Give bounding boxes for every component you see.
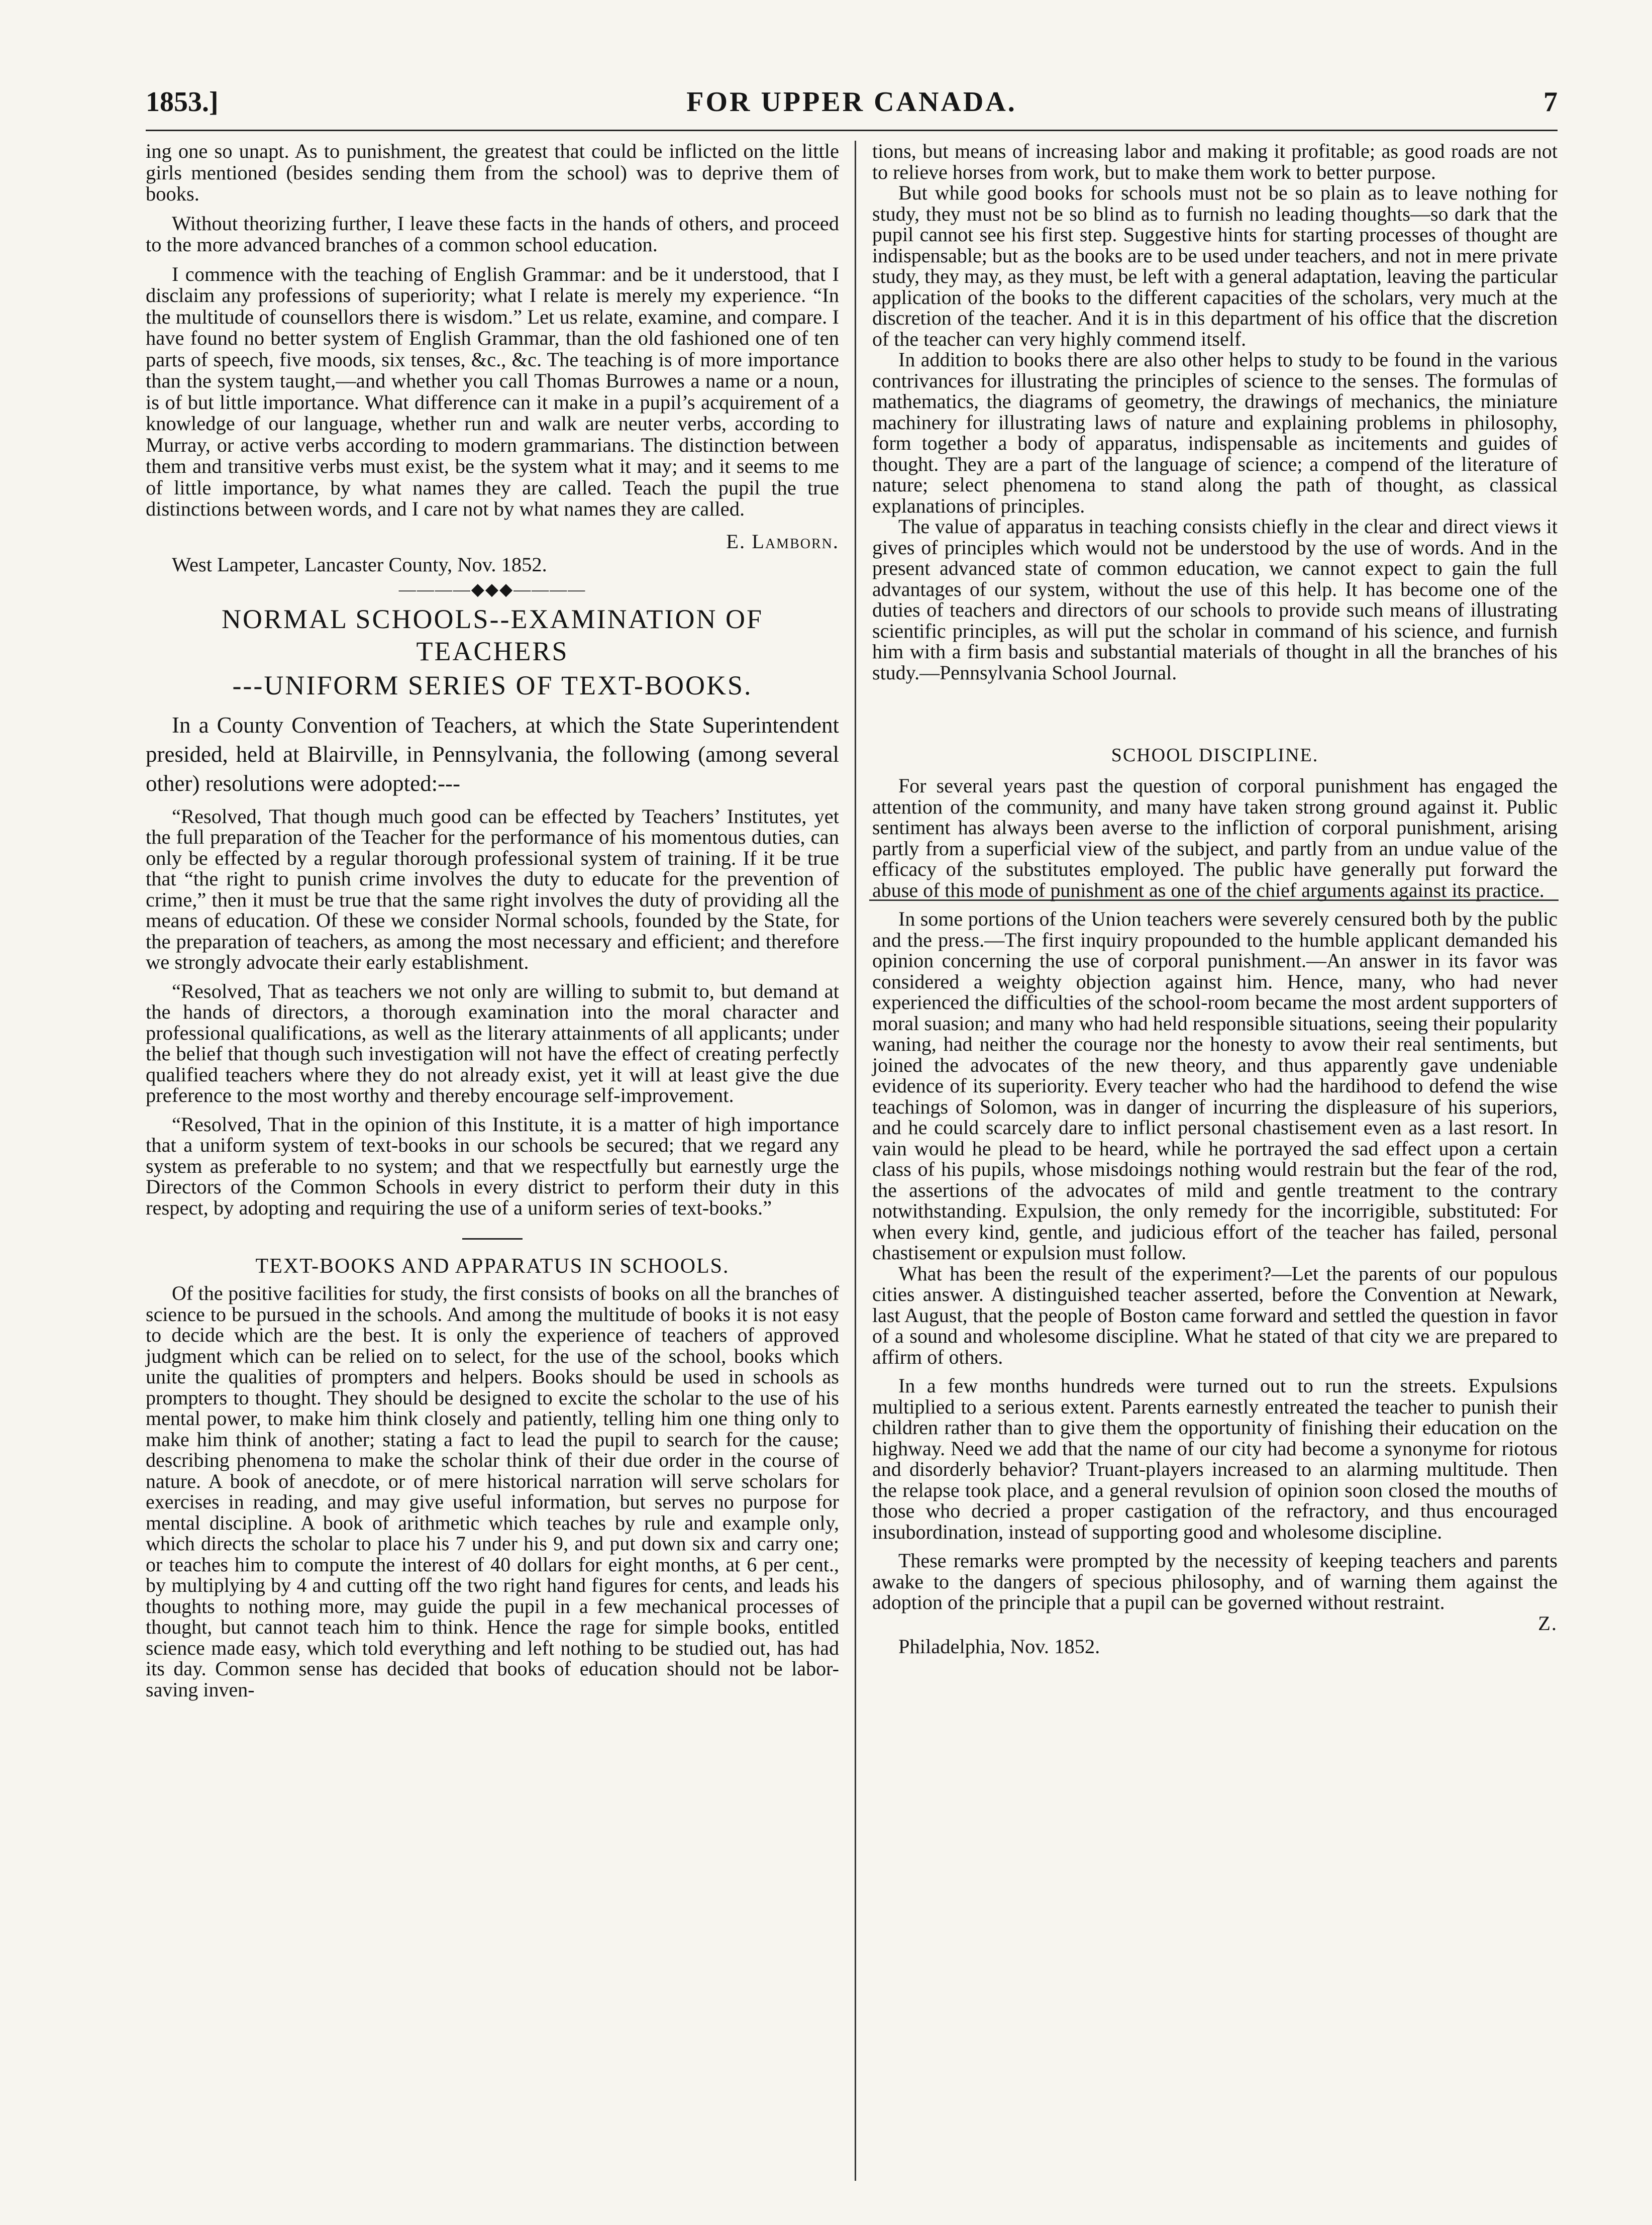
- resolution: “Resolved, That as teachers we not only are willing to submit to, but demand at the hands of directors, a thorough examination into the moral character and professional qualifications, as well as the literary attainments of all applicants; under the belief that though such investigation will not have the effect of creating perfectly qualified teachers where they do not already exist, yet it will at least give the due preference to the most worthy and thereby encourage self-improvement.: [146, 979, 839, 1106]
- left-column: [146, 141, 839, 1700]
- paragraph: In some portions of the Union teachers were severely censured both by the public and the press.—The first inquiry propounded to the humble applicant demanded his opinion concerning the use of corporal punishment.—An answer in its favor was considered a weighty objection against him. Hence, many, who had never experienced the difficulties of the school-room became the most ardent supporters of moral suasion; and many who had held responsible situations, seeing their popularity waning, had neither the courage nor the honesty to avow their real sentiments, but joined the advocates of the new theory, and thus apparently gave undeniable evidence of its superiority. Every teacher who had the hardihood to defend the wise teachings of Solomon, was in danger of incurring the displeasure of his superiors, and he could scarcely dare to inflict personal chastisement even as a last resort. In vain would he plead to be heard, while he portrayed the sad effect upon a certain class of his pupils, whose misdoings nothing would restrain but the fear of the rod, the assertions of the advocates of mild and gentle treatment to the contrary notwithstanding. Expulsion, the only remedy for the incorrigible, substituted: For when every kind, gentle, and judicious effort of the teacher has failed, personal chastisement or expulsion must follow.: [872, 907, 1558, 1264]
- right-column: [872, 141, 1558, 1658]
- paragraph: tions, but means of increasing labor and making it profitable; as good roads are not to relieve horses from work, but to make them work to better purpose.: [872, 140, 1558, 183]
- author-signature: Z.: [1538, 1611, 1558, 1635]
- dateline: Philadelphia, Nov. 1852.: [898, 1635, 1100, 1658]
- paragraph: For several years past the question of corporal punishment has engaged the attention of the community, and many have taken strong ground against it. Public sentiment has always been averse to the infliction of corporal punishment, arising partly from a superficial view of the subject, and partly from an undue value of the efficacy of the substitutes employed. The public have generally put forward the abuse of this mode of punishment as one of the chief arguments against its practice.: [872, 774, 1558, 901]
- paragraph: What has been the result of the experiment?—Let the parents of our populous cities answer. A distinguished teacher asserted, before the Convention at Newark, last August, that the people of Boston came forward and settled the question in favor of a sound and wholesome discipline. What he stated of that city we are prepared to affirm of others.: [872, 1262, 1558, 1368]
- ornament-divider: ————◆◆◆————: [398, 580, 586, 599]
- dateline: West Lampeter, Lancaster County, Nov. 1852.: [172, 553, 547, 576]
- article-title: SCHOOL DISCIPLINE.: [1111, 745, 1319, 766]
- article-title: TEXT-BOOKS AND APPARATUS IN SCHOOLS.: [255, 1255, 730, 1278]
- page-header: [146, 84, 1558, 120]
- paragraph: But while good books for schools must not be so plain as to leave nothing for study, they must not be so blind as to furnish no leading thoughts—so dark that the pupil cannot see his first step. Suggestive hints for starting processes of thought are indispensable; but as the books are to be used under teachers, and not in mere private study, they may, as they must, be left with a general adaptation, leaving the particular application of the books to the different capacities of the scholars, very much at the discretion of the teacher. And it is in this department of his office that the discretion of the teacher can very highly commend itself.: [872, 181, 1558, 350]
- author-signature: E. Lamborn.: [726, 530, 839, 553]
- paragraph: In a few months hundreds were turned out to run the streets. Expulsions multiplied to a serious extent. Parents earnestly entreated the teacher to punish their children rather than to give them the opportunity of finishing their education on the highway. Need we add that the name of our city had become a synonyme for riotous and disorderly behavior? Truant-players increased to an alarming multitude. Then the relapse took place, and a general revulsion of opinion soon closed the mouths of those who decried a proper castigation of the refractory, and thus encouraged insubordination, instead of supporting good and wholesome discipline.: [872, 1374, 1558, 1543]
- resolution: “Resolved, That in the opinion of this Institute, it is a matter of high importance that a uniform system of text-books in our schools be secured; that we regard any system as preferable to no system; and that we respectfully but earnestly urge the Directors of the Common Schools in every district to perform their duty in this respect, by adopting and requiring the use of a uniform series of text-books.”: [146, 1112, 839, 1219]
- header-rule: [146, 130, 1558, 131]
- short-divider: [462, 1238, 523, 1240]
- paragraph: Of the positive facilities for study, the first consists of books on all the branches of science to be pursued in the schools. And among the multitude of books it is not easy to decide which are the best. It is only the experience of teachers of approved judgment which can be relied on to select, for the use of the school, books which unite the qualities of prompters and helpers. Books should be used in schools as prompters to thought. They should be designed to excite the scholar to the use of his mental power, to make him think closely and patiently, telling him one thing only to make him think of another; stating a fact to lead the pupil to search for the cause; describing phenomena to make the scholar think of their due order in the course of nature. A book of anecdote, or of mere historical narration will serve scholars for exercises in reading, and may give useful information, but serves no purpose for mental discipline. A book of arithmetic which teaches by rule and example only, which directs the scholar to place his 7 under his 9, and put down six and carry one; or teaches him to compute the interest of 40 dollars for eight months, at 6 per cent., by multiplying by 4 and cutting off the two right hand figures for cents, and leads his thoughts to nothing more, may guide the pupil in a few mechanical processes of thought, but cannot teach him to think. Hence the rage for simple books, entitled science made easy, which told everything and left nothing to be studied out, has had its day. Common sense has decided that books of education should not be labor-saving inven-: [146, 1282, 839, 1701]
- article-intro: In a County Convention of Teachers, at which the State Superintendent presided, held at Blairville, in Pennsylvania, the following (among several other) resolutions were adopted:---: [146, 712, 839, 796]
- paragraph: Without theorizing further, I leave these facts in the hands of others, and proceed to the more advanced branches of a common school education.: [146, 212, 839, 256]
- header-title: FOR UPPER CANADA.: [686, 86, 1017, 118]
- paragraph: ing one so unapt. As to punishment, the greatest that could be inflicted on the little girls mentioned (besides sending them from the school) was to deprive them of books.: [146, 140, 839, 205]
- resolution: “Resolved, That though much good can be effected by Teachers’ Institutes, yet the full preparation of the Teacher for the performance of his momentous duties, can only be effected by a regular thorough professional system of training. If it be true that “the right to punish crime involves the duty to educate for the prevention of crime,” then it must be true that the same right involves the duty of providing all the means of education. Of these we consider Normal schools, founded by the State, for the preparation of teachers, as among the most necessary and efficient; and therefore we strongly advocate their early establishment.: [146, 804, 839, 973]
- header-year: 1853.]: [146, 86, 219, 118]
- paragraph: These remarks were prompted by the necessity of keeping teachers and parents awake to the dangers of specious philosophy, and of warning them against the adoption of the principle that a pupil can be governed without restraint.: [872, 1549, 1558, 1613]
- paragraph: In addition to books there are also other helps to study to be found in the various contrivances for illustrating the principles of science to the senses. The formulas of mathematics, the diagrams of geometry, the drawings of mechanics, the miniature machinery for illustrating laws of nature and explaining problems in philosophy, form together a body of apparatus, indispensable as incitements and guides of thought. They are a part of the language of science; a compend of the literature of nature; select phenomena to stand along the path of thought, as classical explanations of principles.: [872, 348, 1558, 517]
- article-title: NORMAL SCHOOLS--EXAMINATION OF TEACHERS: [221, 603, 763, 666]
- column-divider: [855, 141, 856, 2181]
- article-title-continued: ---UNIFORM SERIES OF TEXT-BOOKS.: [232, 670, 753, 700]
- header-page-number: 7: [1543, 86, 1558, 118]
- paragraph: I commence with the teaching of English Grammar: and be it understood, that I disclaim any professions of superiority; what I relate is merely my experience. “In the multitude of counsellors there is wisdom.” Let us relate, examine, and compare. I have found no better system of English Grammar, than the old fashioned one of ten parts of speech, five moods, six tenses, &c., &c. The teaching is of more importance than the system taught,—and whether you call Thomas Burrowes a name or a noun, is of but little importance. What difference can it make in a pupil’s acquirement of a knowledge of our language, whether run and walk are neuter verbs, according to Murray, or active verbs according to modern grammarians. The distinction between them and transitive verbs must exist, be the system what it may; and it seems to me of little importance, by what names they are called. Teach the pupil the true distinctions between words, and I care not by what names they are called.: [146, 262, 839, 520]
- paragraph: The value of apparatus in teaching consists chiefly in the clear and direct views it gives of principles which would not be understood by the use of words. And in the present advanced state of common education, we cannot expect to gain the full advantages of our system, without the use of this help. It has become one of the duties of teachers and directors of our schools to provide such means of illustrating scientific principles, as will put the scholar in command of his science, and furnish him with a firm basis and substantial materials of thought in all the branches of his study.—Pennsylvania School Journal.: [872, 515, 1558, 684]
